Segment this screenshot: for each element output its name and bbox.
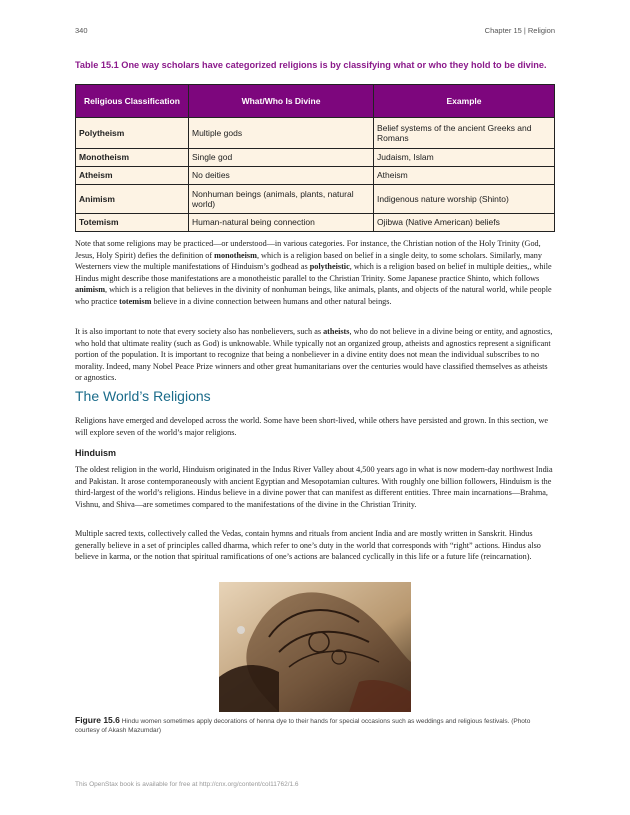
paragraph-religions-intro: Religions have emerged and developed across the world. Some have been short-lived, while others have persisted and grown. In this section, we will explore seven of the world’s major religions. <box>75 416 549 437</box>
row-example: Ojibwa (Native American) beliefs <box>374 214 555 232</box>
chapter-header: Chapter 15 | Religion <box>484 26 555 35</box>
text-span: , which is a religion that believes in the divinity of nonhuman beings, like animals, plants, and objects of the natural world, while people who practice <box>75 285 552 306</box>
row-classification: Polytheism <box>76 118 189 149</box>
row-divine: Human-natural being connection <box>189 214 374 232</box>
text-span: Note that some religions may be practiced—or understood—in various categories. For instance, the Christian notion of the Holy Trinity (God, Jesus, Holy Spirit) defies the definition of <box>75 239 541 260</box>
paragraph-hinduism-texts: Multiple sacred texts, collectively called the Vedas, contain hymns and rituals from ancient India and are mostly written in Sanskrit. Hindus generally believe in a set of principles called dharma, which refer to one’s duty in the world that corresponds with “right” actions. Hindus also believe in karma, or the notion that spiritual ramifications of one’s actions are balanced cyclically in this life or a future life (reincarnation). <box>75 529 541 562</box>
header-classification: Religious Classification <box>76 85 189 118</box>
text-span: believe in a divine connection between humans and other natural beings. <box>151 296 392 306</box>
term-monotheism: monotheism <box>214 250 257 260</box>
table-caption: Table 15.1 One way scholars have categorized religions is by classifying what or who they hold to be divine. <box>75 60 547 70</box>
row-classification: Totemism <box>76 214 189 232</box>
row-classification: Animism <box>76 185 189 214</box>
term-animism: animism <box>75 285 106 295</box>
text-span: , which is a religion based on belief in multiple deities,, while Hindus might describe those manifestations are a monotheistic parallel to the Christian Trinity. Some Japanese practice Shinto, which follows <box>75 262 552 283</box>
table-row <box>76 214 555 232</box>
table-header-row <box>76 85 555 118</box>
text-span: It is also important to note that every society also has nonbelievers, such as <box>75 327 324 336</box>
row-classification: Atheism <box>76 167 189 185</box>
figure-caption <box>75 716 545 735</box>
religion-classification-table <box>75 84 555 232</box>
subsection-title: Hinduism <box>75 448 117 458</box>
table-row <box>76 185 555 214</box>
row-example: Indigenous nature worship (Shinto) <box>374 185 555 214</box>
row-divine: Multiple gods <box>189 118 374 149</box>
row-divine: Nonhuman beings (animals, plants, natural world) <box>189 185 374 214</box>
table-row <box>76 149 555 167</box>
section-title: The World’s Religions <box>75 388 211 404</box>
term-totemism: totemism <box>119 296 152 306</box>
row-divine: Single god <box>189 149 374 167</box>
text-span: , which is a religion based on belief in a single deity, to some scholars. Similarly, many Westerners view the multiple manifestations of Hinduism’s godhead as <box>75 250 542 272</box>
page-number: 340 <box>75 26 88 35</box>
henna-hands-photo <box>219 582 411 712</box>
header-divine: What/Who Is Divine <box>189 85 374 118</box>
row-example: Judaism, Islam <box>374 149 555 167</box>
figure-caption-text: Hindu women sometimes apply decorations of henna dye to their hands for special occasions such as weddings and religious festivals. (Photo courtesy of Akash Mazumdar) <box>75 718 531 734</box>
paragraph-hinduism-origin: The oldest religion in the world, Hinduism originated in the Indus River Valley about 4,500 years ago in what is now modern-day northwest India and Pakistan. It arose contemporaneously with ancient Egyptian and Mesopotamian cultures. With roughly one billion followers, Hinduism is the third-largest of the world’s religions. Hindus believe in a divine power that can manifest as different entities. Three main incarnations—Brahma, Vishnu, and Shiva—are sometimes compared to the manifestations of the divine in the Christian Trinity. <box>75 465 553 509</box>
table-row <box>76 118 555 149</box>
paragraph-practice-categories <box>75 238 555 308</box>
term-polytheistic: polytheistic <box>309 262 350 272</box>
footer-availability: This OpenStax book is available for free at http://cnx.org/content/col11762/1.6 <box>75 781 299 788</box>
text-span: , who do not believe in a divine being or entity, and agnostics, who hold that ultimate reality (such as God) is unknowable. While typically not an organized group, atheists and agnostics represent a significant portion of the population. It is important to recognize that being a nonbeliever in a divine entity does not mean the individual subscribes to no morality. Indeed, many Nobel Peace Prize winners and other great humanitarians over the centuries would have classified themselves as atheists or agnostics. <box>75 327 553 383</box>
row-classification: Monotheism <box>76 149 189 167</box>
header-example: Example <box>374 85 555 118</box>
term-atheists: atheists <box>323 327 350 336</box>
row-divine: No deities <box>189 167 374 185</box>
table-row <box>76 167 555 185</box>
row-example: Belief systems of the ancient Greeks and Romans <box>374 118 555 149</box>
row-example: Atheism <box>374 167 555 185</box>
paragraph-nonbelievers <box>75 326 555 384</box>
figure-label: Figure 15.6 <box>75 715 120 725</box>
